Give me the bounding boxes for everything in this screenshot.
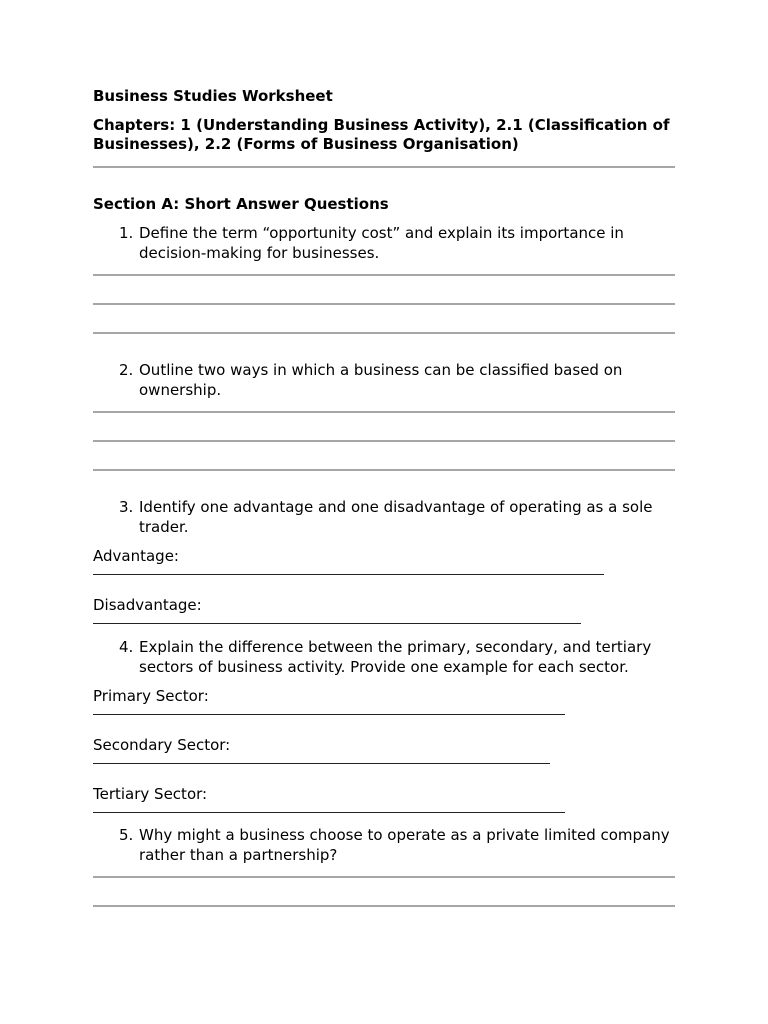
question-text: Why might a business choose to operate as a private limited company rather than a partnership?	[139, 826, 670, 864]
answer-line[interactable]	[93, 905, 675, 907]
question-number: 3.	[119, 498, 134, 516]
question-2	[93, 360, 675, 400]
disadvantage-label: Disadvantage:	[93, 596, 202, 614]
secondary-sector-answer-line[interactable]	[93, 763, 550, 764]
question-number: 4.	[119, 638, 134, 656]
primary-sector-answer-line[interactable]	[93, 714, 565, 715]
advantage-answer-line[interactable]	[93, 574, 604, 575]
answer-line[interactable]	[93, 440, 675, 442]
question-text: Identify one advantage and one disadvantage of operating as a sole trader.	[139, 498, 653, 536]
chapters-heading: Chapters: 1 (Understanding Business Activity), 2.1 (Classification of Businesses), 2.2 (Forms of Business Organisation)	[93, 116, 670, 153]
question-number: 2.	[119, 361, 134, 379]
question-text: Define the term “opportunity cost” and explain its importance in decision-making for businesses.	[139, 224, 624, 262]
question-text: Explain the difference between the primary, secondary, and tertiary sectors of business activity. Provide one example for each sector.	[139, 638, 652, 676]
question-number: 1.	[119, 224, 134, 242]
answer-line[interactable]	[93, 332, 675, 334]
answer-line[interactable]	[93, 411, 675, 413]
answer-line[interactable]	[93, 876, 675, 878]
answer-line[interactable]	[93, 274, 675, 276]
disadvantage-answer-line[interactable]	[93, 623, 581, 624]
question-1	[93, 223, 675, 263]
secondary-sector-label: Secondary Sector:	[93, 736, 231, 754]
question-5	[93, 825, 675, 865]
section-a-title: Section A: Short Answer Questions	[93, 195, 389, 213]
question-3	[93, 497, 675, 537]
answer-line[interactable]	[93, 469, 675, 471]
question-4	[93, 637, 675, 677]
tertiary-sector-answer-line[interactable]	[93, 812, 565, 813]
header-divider	[93, 166, 675, 168]
answer-line[interactable]	[93, 303, 675, 305]
worksheet-title: Business Studies Worksheet	[93, 87, 333, 105]
primary-sector-label: Primary Sector:	[93, 687, 209, 705]
question-text: Outline two ways in which a business can be classified based on ownership.	[139, 361, 623, 399]
advantage-label: Advantage:	[93, 547, 179, 565]
question-number: 5.	[119, 826, 134, 844]
tertiary-sector-label: Tertiary Sector:	[93, 785, 208, 803]
worksheet-page	[93, 86, 675, 907]
